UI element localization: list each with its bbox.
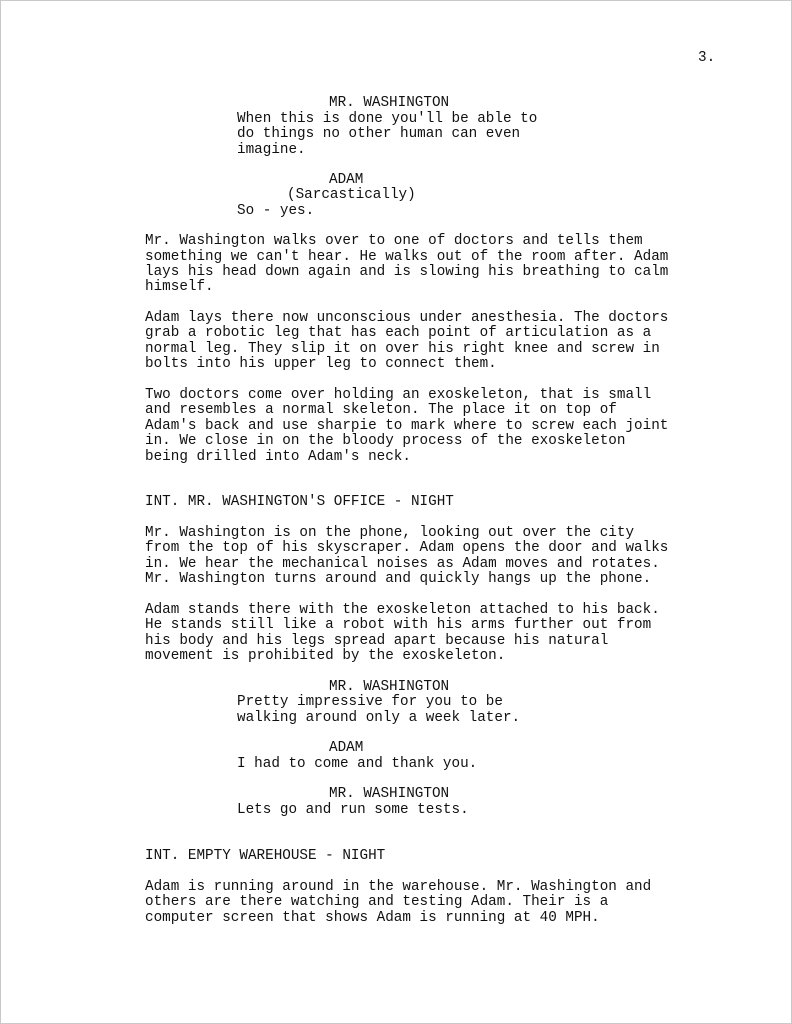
action-line: Adam lays there now unconscious under anesthesia. The doctors <box>145 310 669 326</box>
character-name: MR. WASHINGTON <box>329 679 450 695</box>
dialogue-line: Pretty impressive for you to be <box>237 694 503 710</box>
dialogue-line: Lets go and run some tests. <box>237 802 469 818</box>
action-line: grab a robotic leg that has each point of articulation as a <box>145 325 652 341</box>
character-name: MR. WASHINGTON <box>329 786 450 802</box>
character-name: ADAM <box>329 172 364 188</box>
action-line: Two doctors come over holding an exoskeleton, that is small <box>145 387 652 403</box>
character-name: ADAM <box>329 740 364 756</box>
action-line: Adam's back and use sharpie to mark where to screw each joint <box>145 418 669 434</box>
action-line: in. We hear the mechanical noises as Adam moves and rotates. <box>145 556 660 572</box>
parenthetical: (Sarcastically) <box>287 187 416 203</box>
action-line: in. We close in on the bloody process of the exoskeleton <box>145 433 626 449</box>
scene-heading: INT. MR. WASHINGTON'S OFFICE - NIGHT <box>145 494 454 510</box>
action-line: bolts into his upper leg to connect them. <box>145 356 497 372</box>
character-name: MR. WASHINGTON <box>329 95 450 111</box>
dialogue-line: imagine. <box>237 142 306 158</box>
action-line: himself. <box>145 279 214 295</box>
action-line: and resembles a normal skeleton. The place it on top of <box>145 402 617 418</box>
page-number: 3. <box>698 50 716 66</box>
action-line: his body and his legs spread apart because his natural <box>145 633 609 649</box>
action-line: others are there watching and testing Adam. Their is a <box>145 894 609 910</box>
scene-heading: INT. EMPTY WAREHOUSE - NIGHT <box>145 848 386 864</box>
action-line: lays his head down again and is slowing his breathing to calm <box>145 264 669 280</box>
action-line: something we can't hear. He walks out of the room after. Adam <box>145 249 669 265</box>
action-line: computer screen that shows Adam is running at 40 MPH. <box>145 910 600 926</box>
dialogue-line: I had to come and thank you. <box>237 756 478 772</box>
action-line: Adam stands there with the exoskeleton attached to his back. <box>145 602 660 618</box>
action-line: He stands still like a robot with his arms further out from <box>145 617 652 633</box>
action-line: Mr. Washington walks over to one of doctors and tells them <box>145 233 643 249</box>
dialogue-line: When this is done you'll be able to <box>237 111 538 127</box>
action-line: Mr. Washington is on the phone, looking out over the city <box>145 525 635 541</box>
action-line: movement is prohibited by the exoskeleton. <box>145 648 506 664</box>
dialogue-line: do things no other human can even <box>237 126 521 142</box>
action-line: Mr. Washington turns around and quickly hangs up the phone. <box>145 571 652 587</box>
dialogue-line: walking around only a week later. <box>237 710 521 726</box>
action-line: from the top of his skyscraper. Adam opens the door and walks <box>145 540 669 556</box>
action-line: normal leg. They slip it on over his right knee and screw in <box>145 341 660 357</box>
dialogue-line: So - yes. <box>237 203 315 219</box>
action-line: being drilled into Adam's neck. <box>145 449 411 465</box>
action-line: Adam is running around in the warehouse. Mr. Washington and <box>145 879 652 895</box>
